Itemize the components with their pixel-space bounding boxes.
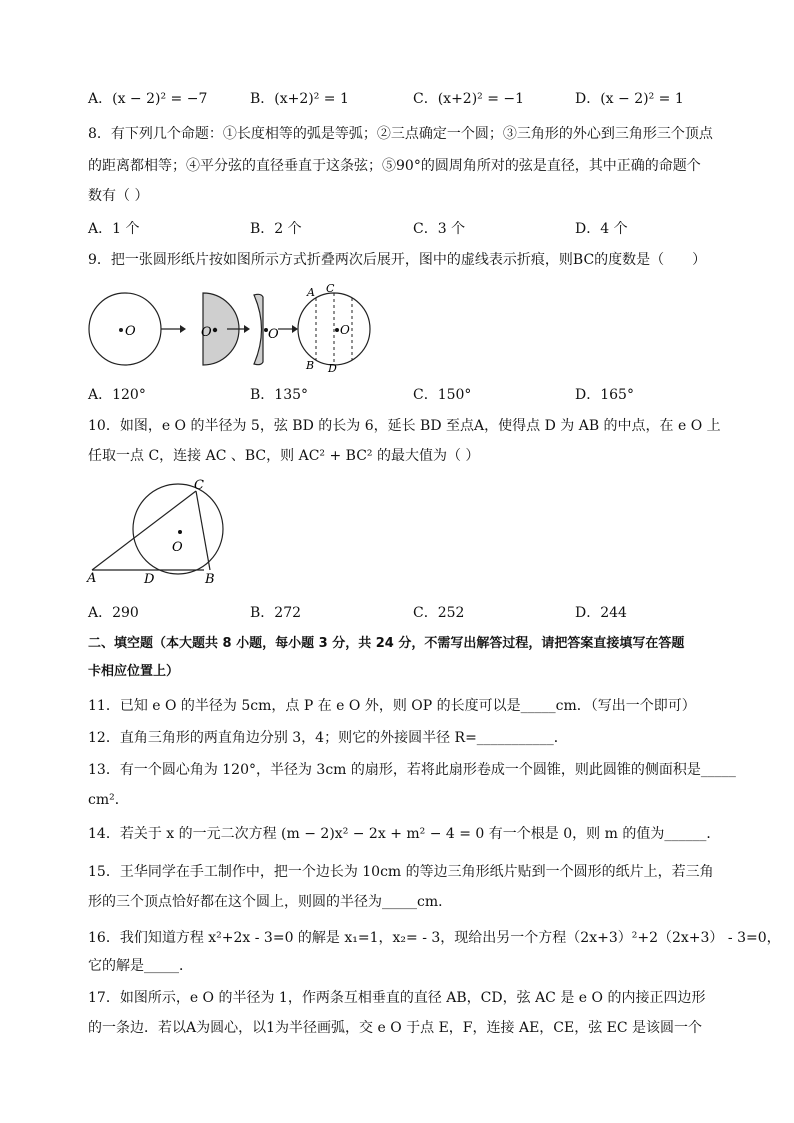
q7-option-b[interactable]: B．(x+2)² = 1 xyxy=(250,91,349,107)
q7-option-c[interactable]: C．(x+2)² = −1 xyxy=(413,91,525,107)
q17-text-line2: 的一条边．若以A为圆心，以1为半径画弧，交 e O 于点 E，F，连接 AE，CE，弦 EC 是该圆一个 xyxy=(88,1020,703,1036)
q8-text-line1: 8．有下列几个命题：①长度相等的弧是等弧；②三点确定一个圆；③三角形的外心到三角形三个顶点 xyxy=(88,126,713,142)
q11-text: 11．已知 e O 的半径为 5cm，点 P 在 e O 外，则 OP 的长度可以是_____cm．（写出一个即可） xyxy=(88,698,696,714)
q10-circle-figure xyxy=(84,476,244,588)
q10-fig-label-o: O xyxy=(172,540,183,555)
q9-fig-label-o2: O xyxy=(201,325,212,340)
q9-folding-figure xyxy=(86,282,376,374)
q10-fig-label-a: A xyxy=(87,571,97,586)
q9-fig-label-c: C xyxy=(326,282,335,295)
q14-text: 14．若关于 x 的一元二次方程 (m − 2)x² − 2x + m² − 4 = 0 有一个根是 0，则 m 的值为______． xyxy=(88,826,721,842)
q15-text-line1: 15．王华同学在手工制作中，把一个边长为 10cm 的等边三角形纸片贴到一个圆形的纸片上，若三角 xyxy=(88,864,714,880)
q8-text-line3: 数有（ ） xyxy=(88,188,149,204)
q10-fig-label-c: C xyxy=(194,478,204,493)
q10-text-line1: 10．如图，e O 的半径为 5，弦 BD 的长为 6，延长 BD 至点A，使得点 D 为 AB 的中点，在 e O 上 xyxy=(88,418,721,434)
q16-text-line1: 16．我们知道方程 x²+2x - 3=0 的解是 x₁=1，x₂= - 3，现给出另一个方程（2x+3）²+2（2x+3） - 3=0， xyxy=(88,930,781,946)
q9-fig-label-o3: O xyxy=(268,327,279,342)
q16-text-line2: 它的解是_____． xyxy=(88,958,193,974)
q9-fig-label-b: B xyxy=(306,359,315,372)
q9-option-b[interactable]: B．135° xyxy=(250,387,309,403)
q9-fig-label-o1: O xyxy=(125,324,136,339)
q9-option-a[interactable]: A．120° xyxy=(88,387,146,403)
q10-options xyxy=(88,602,748,622)
q8-option-a[interactable]: A．1 个 xyxy=(88,221,140,237)
q8-option-d[interactable]: D．4 个 xyxy=(575,221,628,237)
q10-option-a[interactable]: A．290 xyxy=(88,605,139,621)
q10-option-c[interactable]: C．252 xyxy=(413,605,465,621)
q10-fig-label-b: B xyxy=(205,572,215,587)
section-heading-line2: 卡相应位置上） xyxy=(88,664,180,679)
q8-option-b[interactable]: B．2 个 xyxy=(250,221,302,237)
q9-option-d[interactable]: D．165° xyxy=(575,387,634,403)
q8-text-line2: 的距离都相等；④平分弦的直径垂直于这条弦；⑤90°的圆周角所对的弦是直径，其中正确的命题个 xyxy=(88,158,701,174)
section-heading-line1: 二、填空题（本大题共 8 小题，每小题 3 分，共 24 分，不需写出解答过程，请把答案直接填写在答题 xyxy=(88,636,685,651)
q10-fig-label-d: D xyxy=(144,572,155,587)
q7-option-d[interactable]: D．(x − 2)² = 1 xyxy=(575,91,684,107)
q8-options xyxy=(88,218,748,238)
q10-option-d[interactable]: D．244 xyxy=(575,605,627,621)
q7-option-a[interactable]: A．(x − 2)² = −7 xyxy=(88,91,208,107)
q17-text-line1: 17．如图所示，e O 的半径为 1，作两条互相垂直的直径 AB，CD，弦 AC 是 e O 的内接正四边形 xyxy=(88,990,706,1006)
q9-option-c[interactable]: C．150° xyxy=(413,387,472,403)
q10-option-b[interactable]: B．272 xyxy=(250,605,302,621)
q12-text: 12．直角三角形的两直角边分别 3，4；则它的外接圆半径 R=___________． xyxy=(88,730,568,746)
q7-options xyxy=(88,88,748,108)
q9-fig-label-a: A xyxy=(307,286,315,299)
q9-fig-label-d: D xyxy=(328,362,337,374)
q15-text-line2: 形的三个顶点恰好都在这个圆上，则圆的半径为_____cm． xyxy=(88,894,453,910)
q13-text-line1: 13．有一个圆心角为 120°，半径为 3cm 的扇形，若将此扇形卷成一个圆锥，则此圆锥的侧面积是_____ xyxy=(88,762,736,778)
q10-text-line2: 任取一点 C，连接 AC 、BC，则 AC² + BC² 的最大值为（ ） xyxy=(88,448,480,464)
q13-text-line2: cm²． xyxy=(88,792,129,808)
q9-options xyxy=(88,384,748,404)
q9-text-line1: 9．把一张圆形纸片按如图所示方式折叠两次后展开，图中的虚线表示折痕，则BC的度数是（ ） xyxy=(88,252,707,268)
q9-fig-label-o4: O xyxy=(340,323,350,337)
q8-option-c[interactable]: C．3 个 xyxy=(413,221,466,237)
